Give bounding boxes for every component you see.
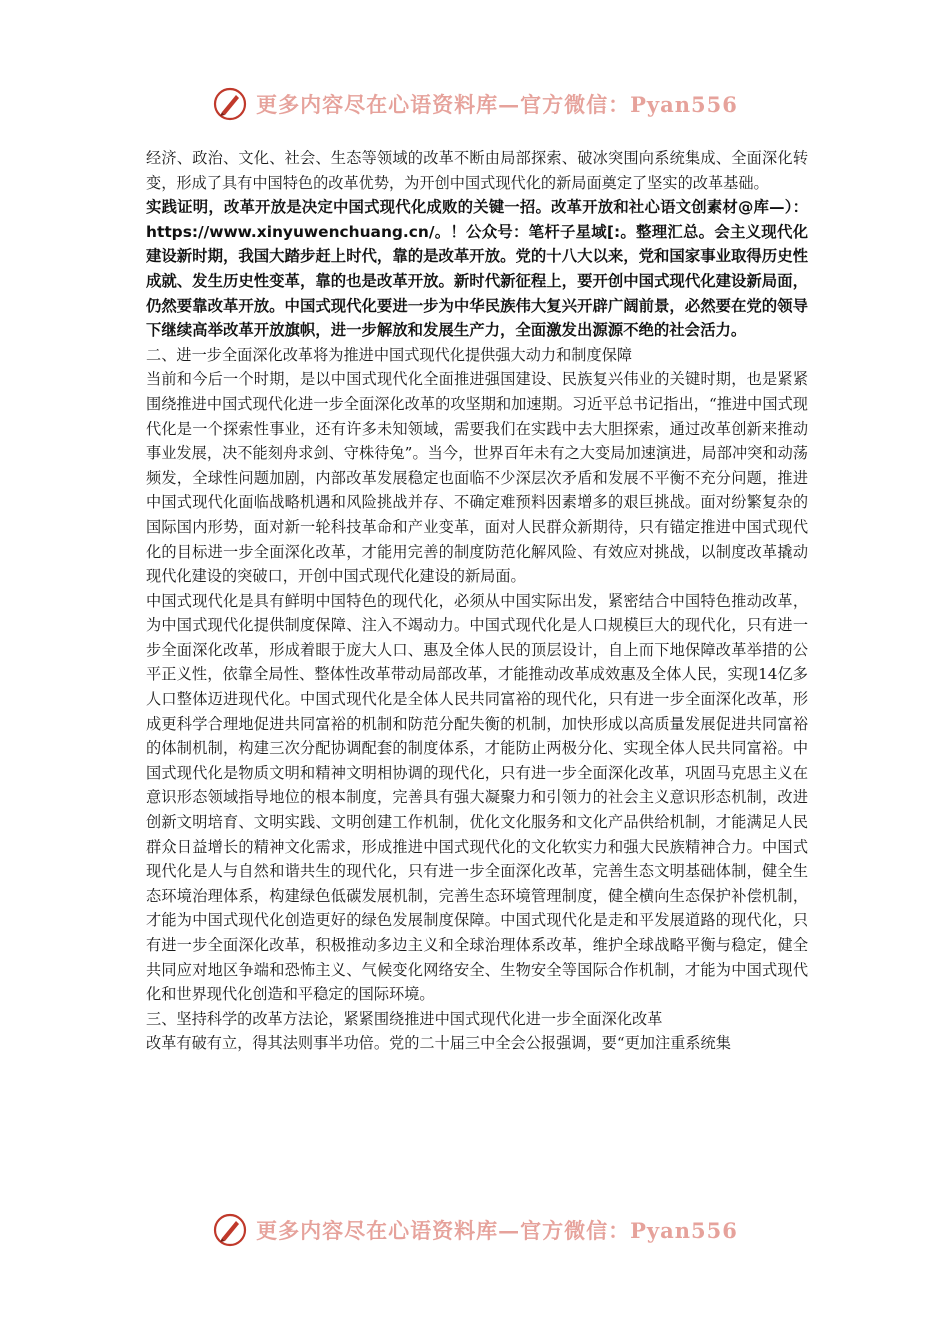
pen-logo-icon	[212, 1212, 248, 1248]
section-heading-3: 三、坚持科学的改革方法论，紧紧围绕推进中国式现代化进一步全面深化改革	[146, 1009, 663, 1028]
footer-banner	[0, 1208, 950, 1252]
paragraph: 经济、政治、文化、社会、生态等领域的改革不断由局部探索、破冰突围向系统集成、全面深化转变，形成了具有中国特色的改革优势，为开创中国式现代化的新局面奠定了坚实的改革基础。	[146, 149, 808, 192]
bold-paragraph: 实践证明，改革开放是决定中国式现代化成败的关键一招。改革开放和社心语文创素材@库—）：https://www.xinyuwenchuang.cn/。！公众号：笔杆子星域[:。整理汇总。会主义现代化建设新时期，我国大踏步赶上时代，靠的是改革开放。党的十八大以来，党和国家事业取得历史性成就、发生历史性变革，靠的也是改革开放。新时代新征程上，要开创中国式现代化建设新局面，仍然要靠改革开放。中国式现代化要进一步为中华民族伟大复兴开辟广阔前景，必然要在党的领导下继续高举改革开放旗帜，进一步解放和发展生产力，全面激发出源源不绝的社会活力。	[146, 198, 808, 340]
paragraph: 当前和今后一个时期，是以中国式现代化全面推进强国建设、民族复兴伟业的关键时期，也是紧紧围绕推进中国式现代化进一步全面深化改革的攻坚期和加速期。习近平总书记指出，“推进中国式现代化是一个探索性事业，还有许多未知领域，需要我们在实践中去大胆探索，通过改革创新来推动事业发展，决不能刻舟求剑、守株待兔”。当今，世界百年未有之大变局加速演进，局部冲突和动荡频发，全球性问题加剧，内部改革发展稳定也面临不少深层次矛盾和发展不平衡不充分问题，推进中国式现代化面临战略机遇和风险挑战并存、不确定难预料因素增多的艰巨挑战。面对纷繁复杂的国际国内形势，面对新一轮科技革命和产业变革，面对人民群众新期待，只有锚定推进中国式现代化的目标进一步全面深化改革，才能用完善的制度防范化解风险、有效应对挑战，以制度改革撬动现代化建设的突破口，开创中国式现代化建设的新局面。	[146, 370, 808, 586]
banner-text: 更多内容尽在心语资料库—官方微信：Pyan556	[256, 1218, 738, 1243]
pen-logo-icon	[212, 86, 248, 122]
banner-text: 更多内容尽在心语资料库—官方微信：Pyan556	[256, 92, 738, 117]
paragraph: 改革有破有立，得其法则事半功倍。党的二十届三中全会公报强调，要“更加注重系统集	[146, 1034, 731, 1053]
paragraph: 中国式现代化是具有鲜明中国特色的现代化，必须从中国实际出发，紧密结合中国特色推动改革，为中国式现代化提供制度保障、注入不竭动力。中国式现代化是人口规模巨大的现代化，只有进一步全面深化改革，形成着眼于庞大人口、惠及全体人民的顶层设计，自上而下地保障改革举措的公平正义性，依靠全局性、整体性改革带动局部改革，才能推动改革成效惠及全体人民，实现14亿多人口整体迈进现代化。中国式现代化是全体人民共同富裕的现代化，只有进一步全面深化改革，形成更科学合理地促进共同富裕的机制和防范分配失衡的机制，加快形成以高质量发展促进共同富裕的体制机制，构建三次分配协调配套的制度体系，才能防止两极分化、实现全体人民共同富裕。中国式现代化是物质文明和精神文明相协调的现代化，只有进一步全面深化改革，巩固马克思主义在意识形态领域指导地位的根本制度，完善具有强大凝聚力和引领力的社会主义意识形态机制，改进创新文明培育、文明实践、文明创建工作机制，优化文化服务和文化产品供给机制，才能满足人民群众日益增长的精神文化需求，形成推进中国式现代化的文化软实力和强大民族精神合力。中国式现代化是人与自然和谐共生的现代化，只有进一步全面深化改革，完善生态文明基础体制，健全生态环境治理体系，构建绿色低碳发展机制，完善生态环境管理制度，健全横向生态保护补偿机制，才能为中国式现代化创造更好的绿色发展制度保障。中国式现代化是走和平发展道路的现代化，只有进一步全面深化改革，积极推动多边主义和全球治理体系改革，维护全球战略平衡与稳定，健全共同应对地区争端和恐怖主义、气候变化网络安全、生物安全等国际合作机制，才能为中国式现代化和世界现代化创造和平稳定的国际环境。	[146, 591, 808, 1004]
header-banner	[0, 82, 950, 126]
section-heading-2: 二、进一步全面深化改革将为推进中国式现代化提供强大动力和制度保障	[146, 345, 632, 364]
document-body	[146, 146, 808, 1056]
